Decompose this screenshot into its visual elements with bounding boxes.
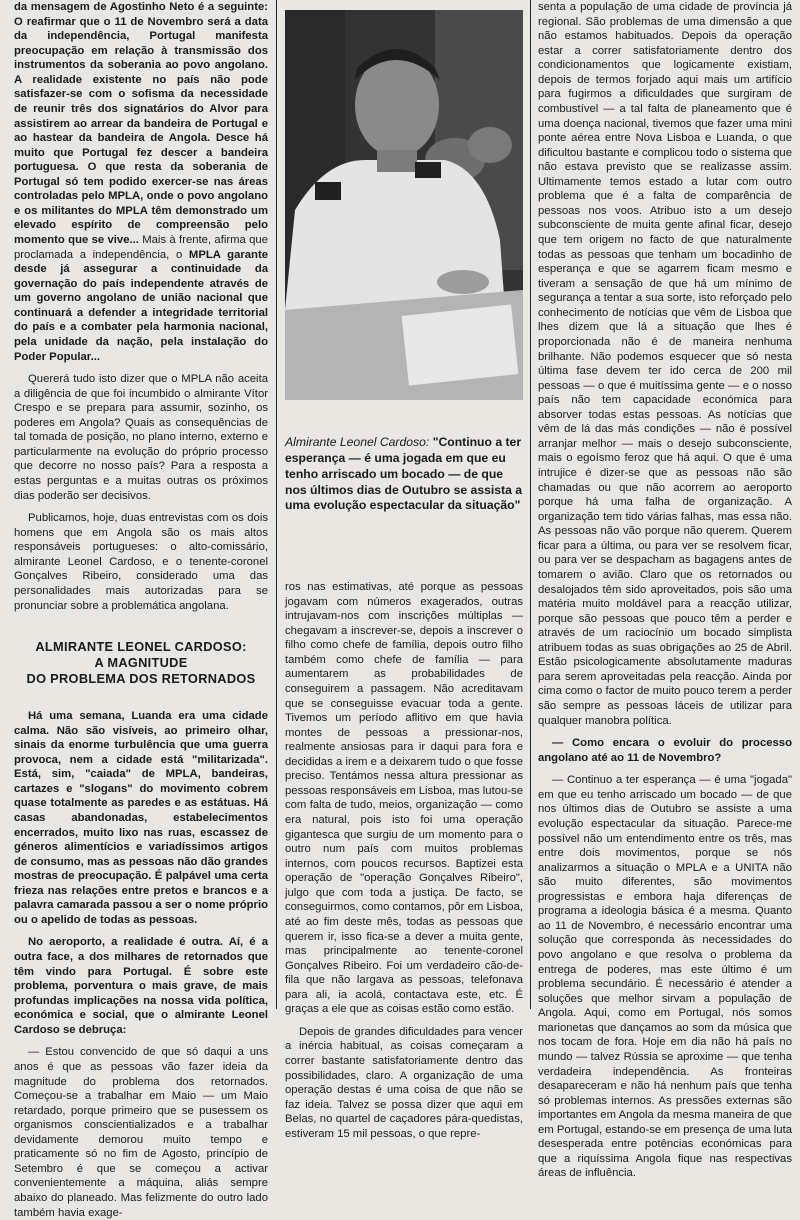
paragraph-intro: da mensagem de Agostinho Neto é a seguinte: O reafirmar que o 11 de Novembro será a data da independência, Portugal manifesta preocupação em relação à transmissão dos instrumentos da soberania ao povo angolano. A realidade existente no país não pode satisfazer-se com o sofisma da necessidade de reunir três dos signatários do Alvor para assistirem ao arrear da bandeira de Portugal e ao hastear da bandeira de Angola. Desce há muito que Portugal fez descer a bandeira portuguesa. O que resta da soberania de Portugal só tem podido exercer-se nas áreas controladas pelo MPLA, onde o povo angolano e os militantes do MPLA têm demonstrado um elevado espírito de compreensão pelo momento que se vive... Mais à frente, afirma que proclamada a independência, o MPLA garante desde já assegurar a continuidade da governação do país independente através de um governo angolano de união nacional que continuará a defender a integridade territorial do país e a combater pela harmonia nacional, pela unidade da nação, pela instalação do Poder Popular... bbox=[14, 1, 268, 363]
interview-question: — Como encara o evoluir do processo angolano até ao 11 de Novembro? bbox=[538, 737, 792, 764]
column-left bbox=[14, 0, 268, 1219]
column-right bbox=[538, 0, 792, 1180]
paragraph-question: Quererá tudo isto dizer que o MPLA não aceita a diligência de que foi incumbido o almirante Vítor Crespo e se prepara para assumir, sozinho, os poderes em Angola? Quais as consequências de tal tomada de posição, no plano interno, externo e particularmente na evolução do próprio processo que decorre no nosso país? Para a resposta a estas perguntas e a muitas outras os próximos dias poderão ser decisivos. bbox=[14, 373, 268, 502]
photo-caption bbox=[285, 435, 523, 514]
section-headline: ALMIRANTE LEONEL CARDOSO: A MAGNITUDE DO PROBLEMA DOS RETORNADOS bbox=[26, 639, 256, 687]
paragraph-difficulties: Depois de grandes dificuldades para vencer a inércia habitual, as coisas começaram a correr bastante satisfatoriamente dentro das possibilidades, claro. A organização de uma operação destas é uma coisa de que não se faz ideia. Talvez se possa dizer que aqui em Belas, no quartel de caçadores pára-quedistas, estiveram 15 mil pessoas, o que repre- bbox=[285, 1025, 523, 1140]
column-rule-left bbox=[276, 0, 277, 1009]
paragraph-estimates: ros nas estimativas, até porque as pessoas jogavam com números exagerados, outras intrujavam-nos com inscrições múltiplas — chegavam a inscrever-se, depois a inscrever o filho como chefe de família, depois outro filho também como chefe de família — para aumentarem as probabilidades de conseguirem a passagem. Não acreditavam que se conseguisse evacuar toda a gente. Tivemos um período aflitivo em que havia montes de pessoas a pressionar-nos, realmente ansiosas para ir daqui para fora e decididas a irem e a deixarem tudo o que fosse preciso. Tentámos nessa altura pressionar as pessoas responsáveis em Lisboa, mas lutou-se com falta de tudo, meios, organização — como era natural, pois isto foi uma operação gigantesca que surgiu de um momento para o outro num país com muitos problemas internos, com poucos recursos. Baptizei esta operação de "operação Gonçalves Ribeiro", julgo que com toda a justiça. De facto, se conseguirmos, como contamos, pôr em Lisboa, até ao fim deste mês, todas as pessoas que querem ir, isso fica-se a dever a muita gente, mas principalmente ao tenente-coronel Gonçalves Ribeiro. Foi um verdadeiro cão-de-fila que não largava as pessoas, telefonava para ali, ia acolá, contactava este, etc. É graças a ele que as coisas estão como estão. bbox=[285, 581, 523, 1016]
portrait-photo bbox=[285, 10, 523, 400]
paragraph-luanda: Há uma semana, Luanda era uma cidade calma. Não são visíveis, ao primeiro olhar, sinais da enorme turbulência que uma guerra provoca, nem a cidade está "militarizada". Está, sim, "caiada" de MPLA, bandeiras, cartazes e "slogans" do movimento cobrem quase totalmente as paredes e as estátuas. Há casas abandonadas, estabelecimentos encerrados, muito lixo nas ruas, escassez de géneros alimentícios e variadíssimos artigos de consumo, mas as pessoas não dão grandes mostras de preocupação. É palpável uma certa frieza nas relações entre pretos e brancos e a palavra camarada passou a ser o nome próprio ou o apelido de todas as pessoas. bbox=[14, 710, 268, 926]
column-middle bbox=[285, 580, 523, 1140]
caption-quote: "Continuo a ter esperança — é uma jogada em que eu tenho arriscado um bocado — de que nos últimos dias de Outubro se assista a uma evolução espectacular da situação" bbox=[285, 435, 523, 513]
caption-name: Almirante Leonel Cardoso: bbox=[285, 435, 430, 449]
paragraph-answer-start: — Estou convencido de que só daqui a uns anos é que as pessoas vão fazer ideia da magnitude do problema dos retornados. Começou-se a trabalhar em Maio — um Maio retardado, porque primeiro que se pusessem os organismos conscientializados e a trabalhar devidamente demorou muito tempo e praticamente só no fim de Agosto, princípio de Setembro é que se começou a activar convenientemente a máquina, aliás sempre abaixo do planeado. Mas felizmente do outro lado também havia exage- bbox=[14, 1046, 268, 1219]
paragraph-interviews: Publicamos, hoje, duas entrevistas com os dois homens que em Angola são os mais altos responsáveis portugueses: o alto-comissário, almirante Leonel Cardoso, e o tenente-coronel Gonçalves Ribeiro, considerado uma das personalidades mais autorizadas para se pronunciar sobre a problemática angolana. bbox=[14, 512, 268, 612]
paragraph-hope: — Continuo a ter esperança — é uma "jogada" em que eu tenho arriscado um bocado — de que nos últimos dias de Outubro se assiste a uma evolução espectacular da situação. Parece-me possível não um entendimento entre os três, mas entre dois movimentos, porque se nós analizarmos a situação o MPLA e a UNITA não são muito diferentes, são movimentos progressistas e embora haja diferenças de programa a ideologia básica é a mesma. Quanto ao 11 de Novembro, é necessário encontrar uma solução que corresponda às necessidades do povo angolano e que resolva o problema da entrega de poderes, mas este último é um problema secundário. É necessário é atender a soluções que melhor sirvam a população de Angola. Aqui, como em Portugal, nós somos marionetas que dançamos ao som da música que nos tocam de fora. Hoje em dia não há país no mundo — talvez Rússia se aproxime — que tenha verdadeira independência. As fronteiras desapareceram e não há nenhum país que tenha só problemas internos. As pressões externas são importantes em Angola da mesma maneira de que em Portugal, estando-se em presença de uma luta desesperada entre potências económicas para que a riquíssima Angola fique nas respectivas áreas de influência. bbox=[538, 774, 792, 1180]
paragraph-airport: No aeroporto, a realidade é outra. Aí, é a outra face, a dos milhares de retornados que têm vindo para Portugal. É sobre este problema, porventura o mais grave, de mais profundas implicações na nossa vida política, económica e social, que o almirante Leonel Cardoso se debruça: bbox=[14, 936, 268, 1036]
portrait-illustration bbox=[285, 10, 523, 400]
column-rule-right bbox=[530, 0, 531, 1009]
paragraph-population: senta a população de uma cidade de província já regional. São problemas de uma dimensão a que não estamos habituados. Depois da operação estar a correr satisfatoriamente dentro dos condicionamentos que logicamente existiam, depois de termos forjado aqui mais um artifício para fugirmos a dificuldades que surgiram de combustível — a tal falta de planeamento que é uma doença nacional, tivemos que fazer uma mini ponte aérea entre Nova Lisboa e Luanda, o que dificultou bastante e complicou todo o sistema que não estava previsto que se realizasse assim. Ultimamente temos estado a lutar com outro problema que é a falta de comparência de pessoas nos voos. Atribuo isto a um desejo subconsciente de muita gente afinal ficar, desejo que tem origem no facto de que naturalmente todas as pessoas que tenham um bocadinho de esperança e que se agarrem ficam mesmo e tiveram a sensação de que há um mínimo de segurança a tentar a sua sorte, isto reforçado pelo conhecimento de notícias que vêm de Lisboa que lhes dizem que lá a situação que lhes é proporcionada não é de maneira nenhuma brilhante. Não podemos esquecer que só nesta última fase devem ter ido cerca de 200 mil pessoas — o que é muitíssima gente — e o nosso país não tem capacidade económica para absorver todas estas pessoas. As notícias que vêm de lá das más condições — não é possível arranjar melhor — mais o desejo subconsciente, mais o egoísmo feroz que há aqui. O que é uma intrujice é dizer-se que as pessoas não são chamadas ou que não acorrem ao aeroporto porque há uma falha de organização. A organização tem tido várias falhas, mas essa não. As pessoas não vão porque não querem. Querem ficar para a última, ou para ver se resolvem ficar, ou para ver se despacham as bagagens antes de tomarem o avião. Claro que os retornados ou desalojados têm sido aproveitados, pois são uma matéria muito moldável para a reacção utilizar, porque são pessoas que pouco têm a perder e através de um raciocínio um bocado simplista atribuem todas as suas obrigações ao 25 de Abril. Estão psicologicamente absolutamente maduras para serem aproveitadas pela reacção. Ainda por cima como o factor de muito pouco terem a perder são sempre as pessoas láceis de utilizar para qualquer manobra política. bbox=[538, 1, 792, 727]
